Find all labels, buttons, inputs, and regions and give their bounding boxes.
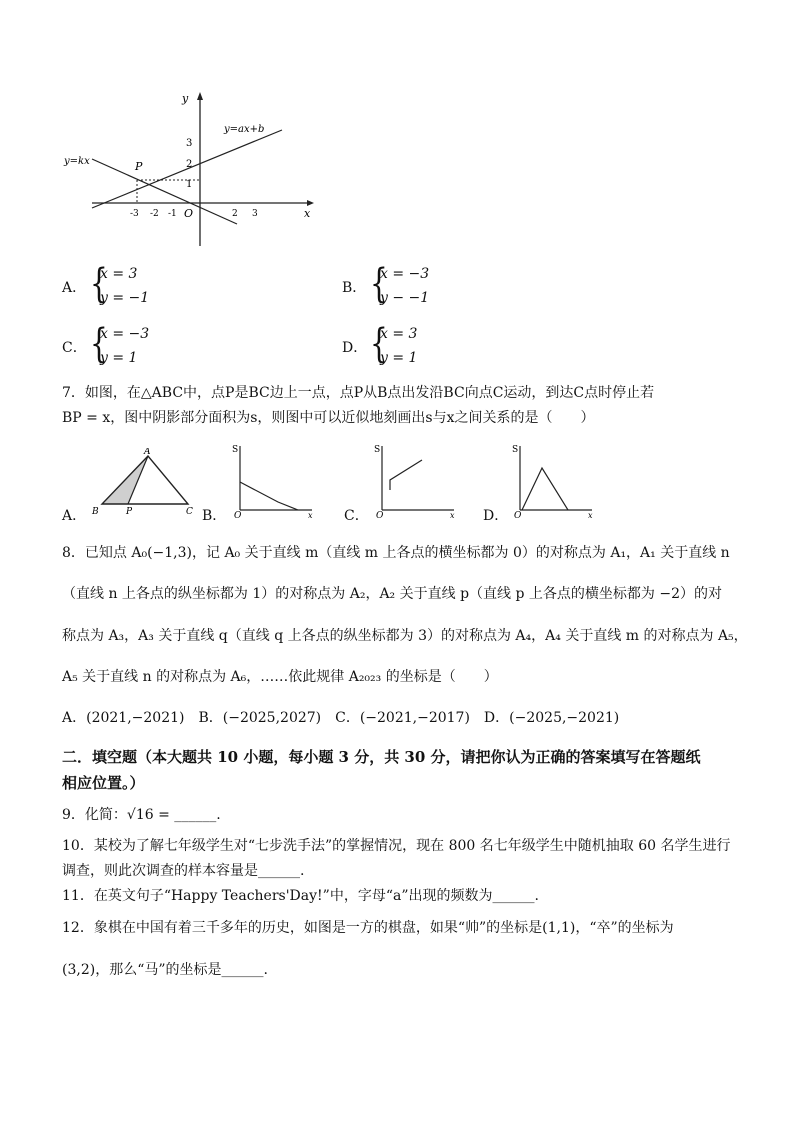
s-label: S: [512, 445, 519, 455]
option-b-label: B．: [342, 280, 367, 296]
q7-line2: BP = x，图中阴影部分面积为s，则图中可以近似地刻画出s与x之间关系的是（ ）: [62, 410, 595, 426]
line1-label: y=ax+b: [224, 124, 265, 135]
line2-label: y=kx: [64, 156, 90, 167]
q7-fig-c-label[interactable]: C．: [344, 508, 369, 524]
option-d-line1: x = 3: [380, 326, 418, 342]
q8-line3: 称点为 A₃，A₃ 关于直线 q（直线 q 上各点的纵坐标都为 3）的对称点为 A₄，A₄ 关于直线 m 的对称点为 A₅，: [62, 628, 748, 644]
origin-label: O: [184, 207, 194, 220]
vertex-b: B: [92, 507, 99, 517]
y-tick-2: 2: [186, 159, 193, 170]
vertex-c: C: [186, 507, 193, 517]
s-label: S: [374, 445, 381, 455]
q11-text: 11．在英文句子“Happy Teachers'Day!”中，字母“a”出现的频数为______.: [62, 888, 539, 904]
origin-label: O: [234, 511, 242, 520]
section2-heading-line1: 二．填空题（本大题共 10 小题，每小题 3 分，共 30 分，请把你认为正确的答案填写在答题纸: [62, 748, 701, 766]
x-tick-neg3: -3: [130, 209, 139, 219]
option-c-label: C．: [62, 340, 87, 356]
vertex-a: A: [144, 448, 151, 457]
q8-line1: 8．已知点 A₀(−1,3)，记 A₀ 关于直线 m（直线 m 上各点的横坐标都为 0）的对称点为 A₁，A₁ 关于直线 n: [62, 545, 730, 561]
x-tick-neg1: -1: [168, 209, 177, 219]
q7-line1: 7．如图，在△ABC中，点P是BC边上一点，点P从B点出发沿BC向点C运动，到达C点时停止若: [62, 385, 655, 401]
q7-fig-a-label[interactable]: A．: [62, 508, 87, 524]
x-tick-3: 3: [252, 209, 258, 219]
q7-graph-b: [228, 440, 318, 520]
graph-curve: [390, 460, 422, 490]
option-a-line1: x = 3: [100, 266, 138, 282]
q8-line4: A₅ 关于直线 n 的对称点为 A₆，……依此规律 A₂₀₂₃ 的坐标是（ ）: [62, 669, 498, 685]
q7-graph-d: [508, 440, 598, 520]
section2-heading-line2: 相应位置。）: [62, 774, 145, 792]
x-tick-2: 2: [232, 209, 238, 219]
q7-graph-c: [370, 440, 460, 520]
q10-line2: 调查，则此次调查的样本容量是______.: [62, 863, 305, 879]
q12-line1: 12．象棋在中国有着三千多年的历史，如图是一方的棋盘，如果“帅”的坐标是(1,1)，“卒”的坐标为: [62, 920, 674, 936]
y-tick-1: 1: [186, 179, 193, 190]
q7-triangle-figure: [88, 448, 198, 518]
brace: {: [90, 261, 108, 307]
option-b-line2: y − −1: [380, 290, 430, 306]
q8-line2: （直线 n 上各点的纵坐标都为 1）的对称点为 A₂，A₂ 关于直线 p（直线 p 上各点的横坐标都为 −2）的对: [62, 586, 722, 602]
x-tick-neg2: -2: [150, 209, 159, 219]
option-a-label: A．: [62, 280, 87, 296]
option-c-line1: x = −3: [100, 326, 150, 342]
graph-curve: [522, 468, 568, 510]
q6-graph: [62, 88, 322, 248]
graph-curve: [240, 482, 298, 510]
q10-line1: 10．某校为了解七年级学生对“七步洗手法”的掌握情况，现在 800 名七年级学生中随机抽取 60 名学生进行: [62, 838, 731, 854]
q7-fig-b-label[interactable]: B．: [202, 508, 227, 524]
brace: {: [370, 321, 388, 367]
vertex-p: P: [126, 507, 133, 517]
option-a-line2: y = −1: [100, 290, 150, 306]
x-label: x: [450, 511, 455, 520]
q12-line2: (3,2)，那么“马”的坐标是______.: [62, 962, 268, 978]
x-axis-arrow: [307, 200, 314, 206]
origin-label: O: [376, 511, 384, 520]
s-label: S: [232, 445, 239, 455]
x-label: x: [308, 511, 313, 520]
x-label: x: [588, 511, 593, 520]
q7-fig-d-label[interactable]: D．: [483, 508, 509, 524]
brace: {: [370, 261, 388, 307]
q8-options[interactable]: A．(2021,−2021) B．(−2025,2027) C．(−2021,−2017) D．(−2025,−2021): [62, 710, 620, 726]
origin-label: O: [514, 511, 522, 520]
option-b-line1: x = −3: [380, 266, 430, 282]
brace: {: [90, 321, 108, 367]
y-axis-arrow: [197, 92, 203, 100]
line-kx: [92, 159, 237, 224]
q9-text: 9．化简：√16 = ______.: [62, 807, 221, 823]
y-tick-3: 3: [186, 138, 193, 149]
x-axis-label: x: [304, 207, 311, 220]
y-axis-label: y: [182, 92, 189, 105]
option-d-label: D．: [342, 340, 368, 356]
point-p-label: P: [135, 160, 143, 173]
option-c-line2: y = 1: [100, 350, 138, 366]
option-d-line2: y = 1: [380, 350, 418, 366]
